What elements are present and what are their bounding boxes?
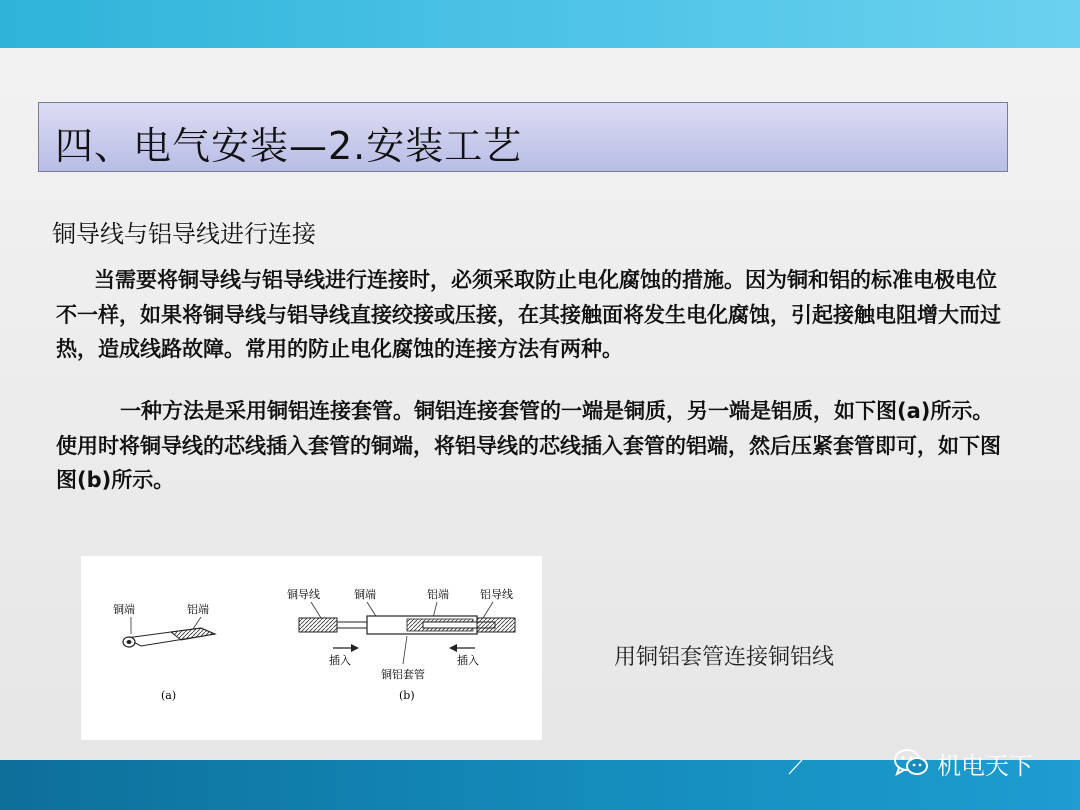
diagram-a (113, 602, 215, 702)
label-b-sleeve: 铜铝套管 (381, 668, 425, 681)
wechat-icon (893, 748, 929, 778)
label-a-copper-end: 铜端 (113, 603, 135, 616)
copper-wire-insulation (299, 618, 337, 632)
slide-subtitle: 铜导线与铝导线进行连接 (52, 220, 316, 248)
sleeve-diagram-figure (81, 556, 542, 740)
slide-title-box (38, 102, 1008, 172)
label-b-aluminum-wire: 铝导线 (480, 588, 513, 601)
label-a-aluminum-end: 铝端 (187, 603, 209, 616)
sleeve-diagram (81, 556, 542, 740)
label-b-copper-end: 铜端 (354, 588, 376, 601)
watermark (893, 745, 1033, 781)
paragraph-1: 当需要将铜导线与铝导线进行连接时，必须采取防止电化腐蚀的措施。因为铜和铝的标准电极电位不一样，如果将铜导线与铝导线直接绞接或压接，在其接触面将发生电化腐蚀，引起接触电阻增大而过热，造成线路故障。常用的防止电化腐蚀的连接方法有两种。 (56, 268, 1001, 361)
label-b-insert-left: 插入 (329, 654, 351, 667)
figure-caption: 用铜铝套管连接铜铝线 (614, 645, 835, 670)
top-accent-bar (0, 0, 1080, 48)
label-b-insert-right: 插入 (457, 654, 479, 667)
watermark-text: 机电天下 (937, 751, 1033, 780)
label-b-aluminum-end: 铝端 (427, 588, 449, 601)
label-a: (a) (161, 689, 177, 702)
label-b: (b) (399, 689, 415, 702)
paragraph-2: 一种方法是采用铜铝连接套管。铜铝连接套管的一端是铜质，另一端是铝质，如下图(a)所示。使用时将铜导线的芯线插入套管的铜端，将铝导线的芯线插入套管的铝端，然后压紧套管即可，如下图图(b)所示。 (56, 399, 1001, 492)
slash-decoration (788, 756, 804, 776)
label-b-copper-wire: 铜导线 (287, 588, 320, 601)
diagram-b (287, 587, 515, 702)
slide-title: 四、电气安装—2.安装工艺 (55, 124, 523, 168)
aluminum-wire-insulation (477, 618, 515, 632)
